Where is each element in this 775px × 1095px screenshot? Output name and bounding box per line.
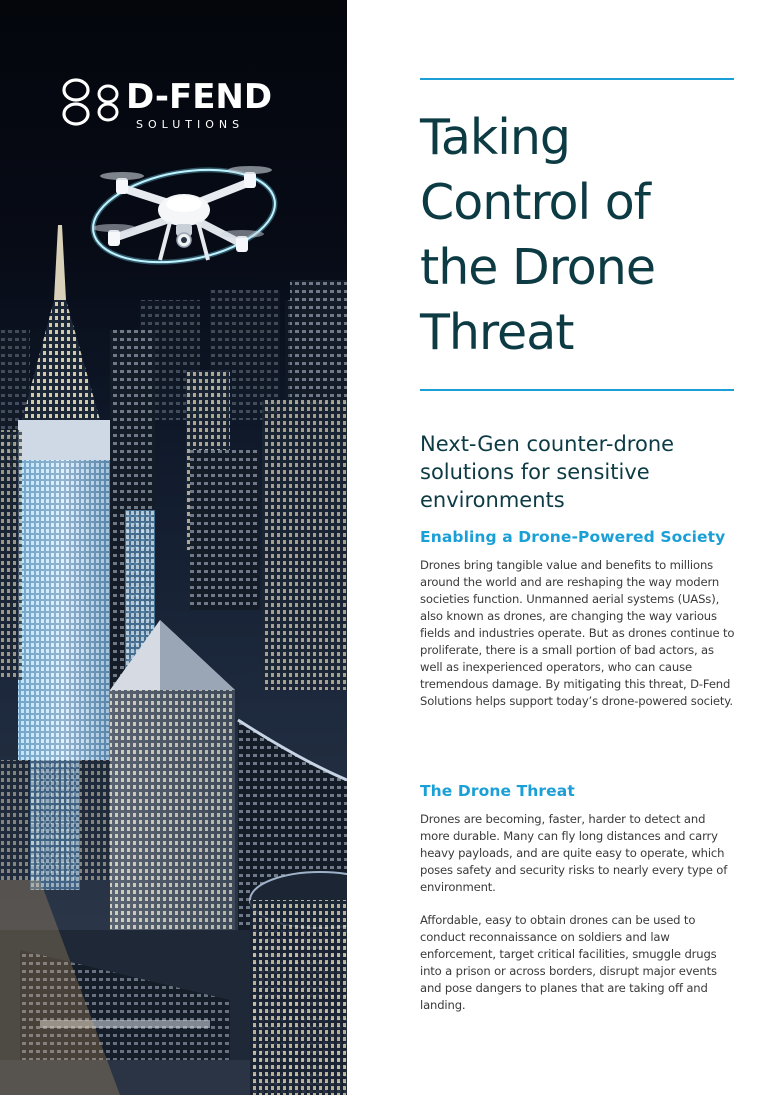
page-subtitle: Next-Gen counter-drone solutions for sensitive environments	[420, 432, 675, 512]
cover-photo	[0, 0, 347, 1095]
section-paragraph: Drones bring tangible value and benefits to millions around the world and are reshaping the way modern societies function. Unmanned aerial systems (UASs), also known as drones, are changing the way various fields and industries operate. But as drones continue to proliferate, there is a small portion of bad actors, as well as inexperienced operators, who can cause tremendous damage. By mitigating this threat, D-Fend Solutions helps support today’s drone-powered society.	[420, 558, 735, 708]
page-title	[420, 105, 750, 365]
section-heading-drone-powered-society: Enabling a Drone-Powered Society	[420, 528, 726, 546]
title-line: the Drone	[420, 239, 655, 296]
title-line: Threat	[420, 304, 574, 361]
section-heading-drone-threat: The Drone Threat	[420, 782, 575, 800]
title-line: Taking	[420, 109, 570, 166]
brand-tagline: SOLUTIONS	[136, 118, 245, 131]
section-paragraph: Drones are becoming, faster, harder to detect and more durable. Many can fly long distances and carry heavy payloads, and are quite easy to operate, which poses safety and security risks to nearly every type of environment.	[420, 812, 728, 894]
logo-mark-icon	[58, 72, 128, 134]
drone-icon	[82, 148, 292, 278]
section-paragraph: Affordable, easy to obtain drones can be used to conduct reconnaissance on soldiers and law enforcement, target critical facilities, smuggle drugs into a prison or across borders, disrupt major events and pose dangers to planes that are taking off and landing.	[420, 913, 717, 1012]
title-line: Control of	[420, 174, 650, 231]
brand-name: D-FEND	[126, 77, 273, 117]
middle-divider	[420, 389, 734, 391]
brand-logo	[58, 72, 278, 134]
top-divider	[420, 78, 734, 80]
